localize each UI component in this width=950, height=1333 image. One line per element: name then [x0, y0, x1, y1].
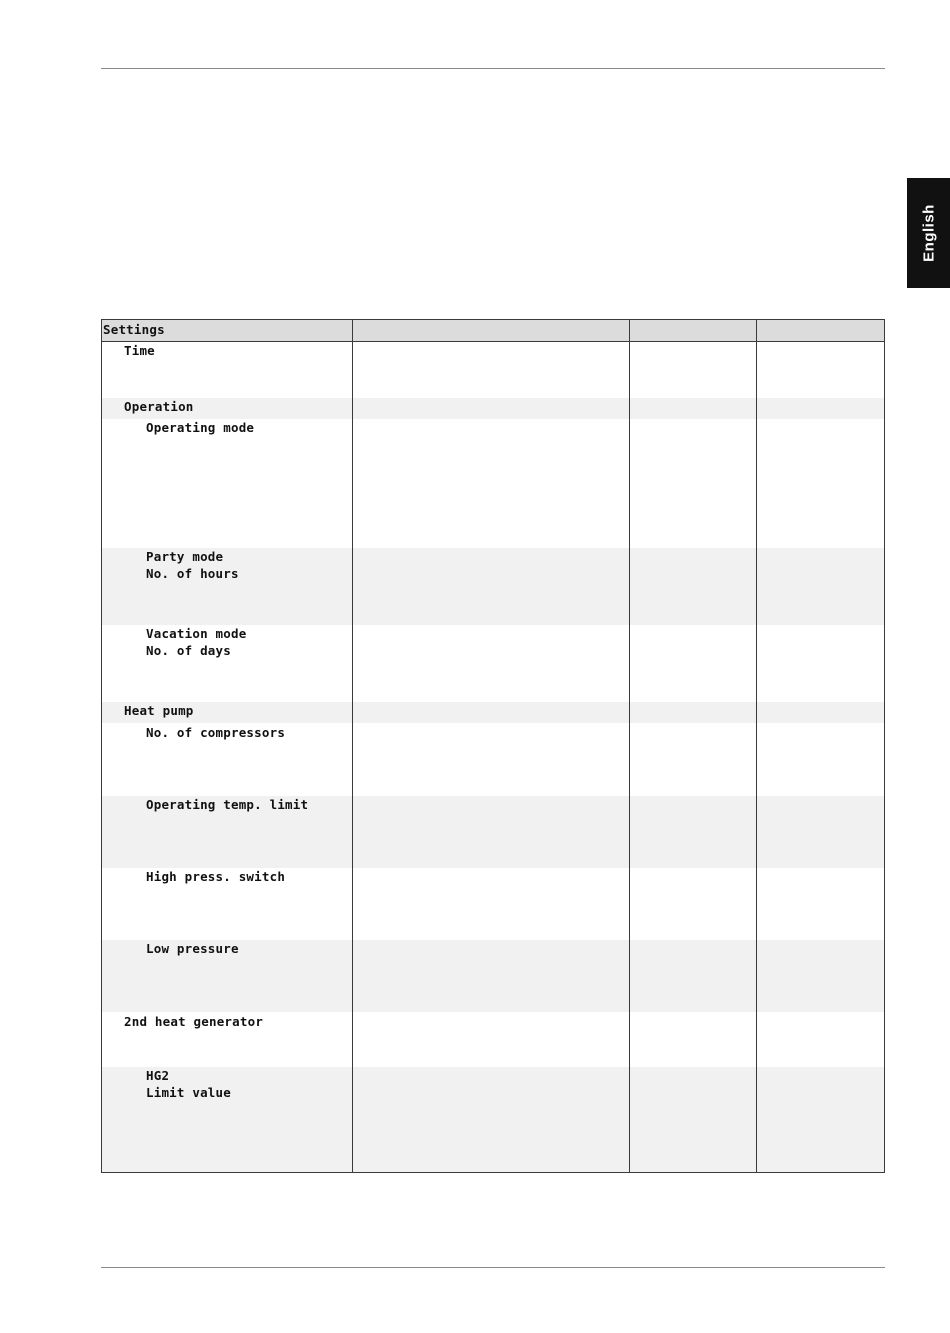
table-row	[102, 940, 884, 1012]
top-rule	[101, 68, 885, 69]
row-label-operating-temp-limit: Operating temp. limit	[146, 797, 309, 812]
column-divider	[629, 320, 630, 1172]
row-label-operation: Operation	[124, 399, 194, 414]
language-tab-label: English	[920, 204, 937, 262]
table-row	[102, 398, 884, 419]
table-row	[102, 868, 884, 940]
table-row	[102, 548, 884, 625]
row-label-limit-value: Limit value	[146, 1085, 231, 1100]
row-label-vacation-mode: Vacation mode	[146, 626, 247, 641]
bottom-rule	[101, 1267, 885, 1268]
column-divider	[352, 320, 353, 1172]
row-label-high-press-switch: High press. switch	[146, 869, 286, 884]
row-label-heat-pump: Heat pump	[124, 703, 194, 718]
language-tab	[907, 178, 950, 288]
table-row	[102, 723, 884, 796]
table-row	[102, 625, 884, 702]
row-label-2nd-heat-generator: 2nd heat generator	[124, 1014, 264, 1029]
table-row	[102, 1012, 884, 1067]
row-label-no-of-days: No. of days	[146, 643, 231, 658]
row-label-no-of-compressors: No. of compressors	[146, 725, 286, 740]
row-label-no-of-hours: No. of hours	[146, 566, 239, 581]
table-row	[102, 1067, 884, 1173]
table-row	[102, 342, 884, 398]
row-label-party-mode: Party mode	[146, 549, 224, 564]
table-row	[102, 702, 884, 723]
row-label-hg2: HG2	[146, 1068, 170, 1083]
row-label-time: Time	[124, 343, 155, 358]
header-settings-label: Settings	[103, 322, 165, 337]
column-divider	[756, 320, 757, 1172]
row-label-operating-mode: Operating mode	[146, 420, 255, 435]
row-label-low-pressure: Low pressure	[146, 941, 239, 956]
table-row	[102, 419, 884, 548]
table-header-row	[102, 320, 884, 342]
settings-table	[101, 319, 885, 1173]
table-row	[102, 796, 884, 868]
